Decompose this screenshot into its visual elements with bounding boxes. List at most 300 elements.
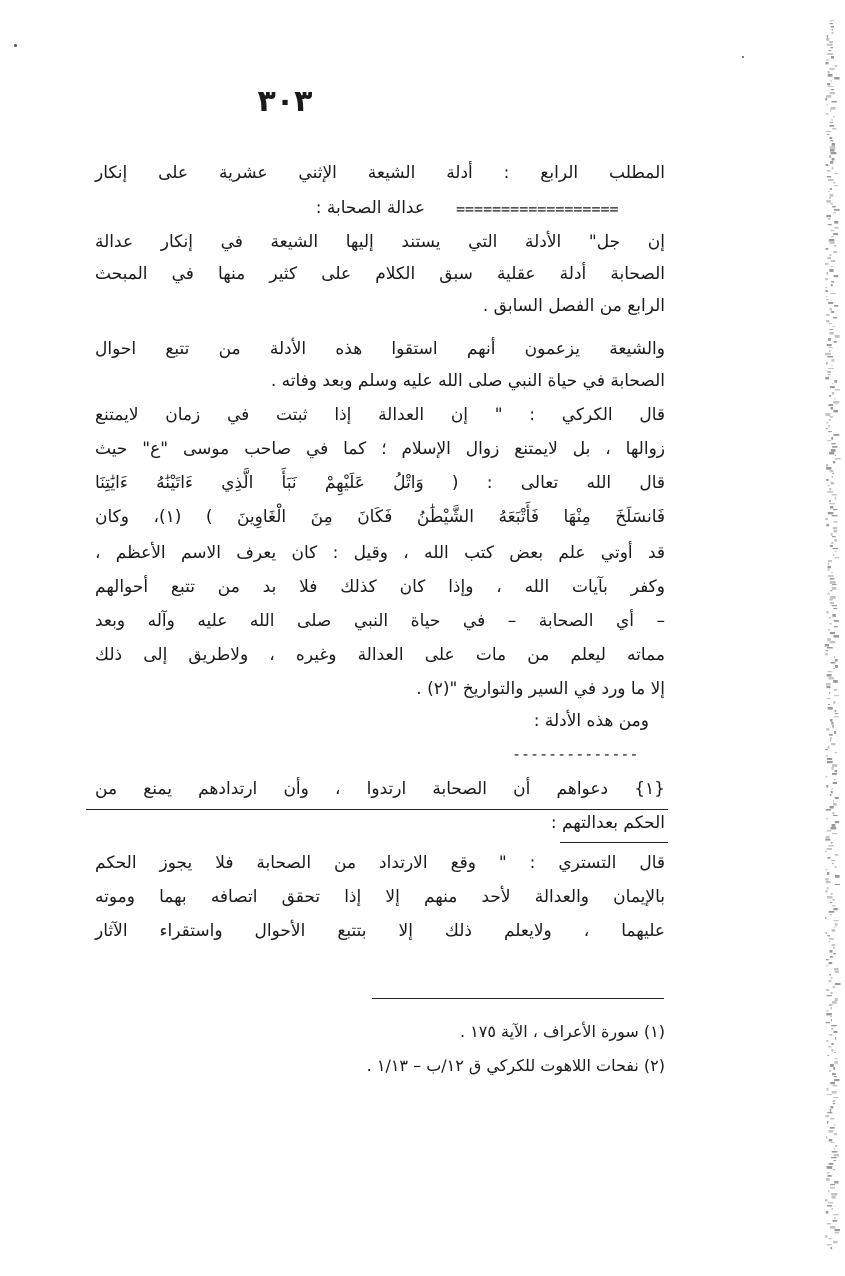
edge-texture-mark	[830, 1109, 831, 1112]
edge-texture-mark	[832, 473, 834, 474]
edge-texture-mark	[835, 665, 838, 668]
edge-texture-mark	[832, 863, 833, 864]
edge-texture-mark	[826, 95, 831, 98]
body-line: والشيعة يزعمون أنهم استقوا هذه الأدلة من تتبع احوال	[95, 339, 665, 359]
section-title-line-2: الحكم بعدالتهم :	[550, 813, 665, 833]
edge-texture-mark	[830, 470, 834, 472]
edge-texture-mark	[828, 218, 831, 220]
edge-texture-mark	[830, 254, 832, 256]
edge-texture-mark	[826, 776, 828, 777]
edge-texture-mark	[834, 920, 839, 921]
edge-texture-mark	[832, 788, 833, 790]
heading-line-1: المطلب الرابع : أدلة الشيعة الإثني عشرية على إنكار	[95, 163, 665, 183]
edge-texture-mark	[829, 692, 830, 694]
edge-texture-mark	[829, 419, 831, 420]
edge-texture-mark	[831, 80, 832, 82]
edge-texture-mark	[829, 137, 832, 139]
edge-texture-mark	[831, 230, 835, 231]
edge-texture-mark	[828, 707, 833, 710]
edge-texture-mark	[832, 929, 836, 932]
edge-texture-mark	[831, 533, 833, 536]
edge-texture-mark	[826, 428, 828, 429]
edge-texture-mark	[826, 215, 831, 217]
edge-texture-mark	[829, 911, 835, 913]
edge-texture-mark	[827, 1205, 832, 1206]
edge-texture-mark	[825, 353, 831, 355]
edge-texture-mark	[834, 635, 839, 638]
edge-texture-mark	[833, 1097, 838, 1098]
edge-texture-mark	[831, 311, 834, 313]
edge-texture-mark	[834, 716, 839, 717]
footnote: (٢) نفحات اللاهوت للكركي ق ١٢/ب – ١/١٣ .	[366, 1056, 665, 1075]
edge-texture-mark	[828, 338, 831, 341]
edge-texture-mark	[833, 1103, 835, 1104]
edge-texture-mark	[830, 1064, 834, 1067]
edge-texture-mark	[827, 176, 831, 177]
edge-texture-mark	[826, 320, 829, 323]
edge-texture-mark	[829, 23, 833, 24]
edge-texture-mark	[832, 833, 837, 834]
edge-texture-mark	[827, 1094, 832, 1095]
edge-texture-mark	[831, 767, 833, 770]
edge-texture-mark	[829, 962, 833, 964]
edge-texture-mark	[828, 704, 830, 705]
edge-texture-mark	[830, 602, 834, 604]
edge-texture-mark	[828, 368, 834, 369]
edge-texture-mark	[829, 1070, 831, 1072]
edge-texture-mark	[835, 875, 840, 878]
edge-texture-mark	[831, 236, 834, 237]
edge-texture-mark	[834, 656, 835, 658]
edge-texture-mark	[830, 992, 832, 994]
edge-texture-mark	[834, 521, 838, 523]
edge-texture-mark	[826, 809, 831, 811]
edge-texture-mark	[830, 152, 836, 154]
edge-texture-mark	[827, 134, 830, 135]
edge-texture-mark	[834, 1148, 835, 1150]
edge-texture-mark	[828, 179, 834, 181]
edge-texture-mark	[835, 227, 839, 229]
edge-texture-mark	[834, 530, 838, 533]
edge-texture-mark	[833, 275, 838, 277]
edge-texture-mark	[833, 212, 836, 213]
edge-texture-mark	[826, 296, 828, 297]
edge-texture-mark	[826, 989, 829, 991]
edge-texture-mark	[831, 443, 835, 444]
edge-texture-mark	[830, 1187, 835, 1189]
edge-texture-mark	[827, 593, 830, 594]
edge-texture-mark	[830, 107, 835, 110]
edge-texture-mark	[826, 995, 831, 996]
edge-texture-mark	[835, 557, 840, 558]
edge-texture-mark	[835, 821, 839, 823]
edge-texture-mark	[826, 464, 828, 467]
edge-texture-mark	[834, 341, 837, 343]
edge-texture-mark	[833, 680, 838, 683]
edge-texture-mark	[825, 839, 830, 841]
edge-texture-mark	[831, 1157, 837, 1158]
edge-texture-mark	[829, 488, 831, 490]
edge-texture-mark	[829, 734, 833, 736]
edge-texture-mark	[830, 737, 832, 740]
edge-texture-mark	[827, 1244, 832, 1245]
edge-texture-mark	[826, 59, 828, 61]
edge-texture-mark	[834, 221, 838, 224]
edge-texture-mark	[826, 314, 829, 316]
edge-texture-mark	[832, 29, 833, 31]
edge-texture-mark	[832, 158, 835, 161]
edge-texture-mark	[828, 404, 833, 406]
edge-texture-mark	[830, 293, 836, 294]
edge-texture-mark	[833, 608, 837, 609]
edge-texture-mark	[831, 572, 833, 573]
edge-texture-mark	[829, 332, 834, 335]
edge-texture-mark	[827, 566, 831, 568]
edge-texture-mark	[832, 614, 835, 617]
edge-texture-mark	[827, 671, 832, 672]
edge-texture-mark	[831, 437, 833, 440]
edge-texture-mark	[835, 1058, 838, 1059]
edge-texture-mark	[831, 1043, 833, 1045]
edge-texture-mark	[825, 1235, 827, 1238]
edge-texture-mark	[829, 269, 833, 272]
edge-texture-mark	[830, 581, 836, 584]
edge-texture-mark	[835, 389, 840, 390]
body-line: زوالها ، بل لايمتنع زوال الإسلام ؛ كما في صاحب موسى "ع" حيث	[95, 439, 665, 459]
edge-texture-mark	[832, 494, 837, 495]
edge-texture-mark	[827, 569, 829, 571]
edge-texture-mark	[832, 383, 833, 384]
edge-texture-mark	[829, 197, 831, 199]
edge-texture-mark	[829, 41, 833, 43]
edge-texture-mark	[831, 482, 835, 485]
edge-texture-mark	[827, 440, 830, 441]
body-line: قال الكركي : " إن العدالة إذا ثبتت في زمان لايمتنع	[95, 405, 665, 425]
edge-texture-mark	[828, 1238, 831, 1239]
edge-texture-mark	[834, 1217, 835, 1219]
edge-texture-mark	[827, 272, 828, 275]
edge-texture-mark	[833, 434, 839, 436]
edge-texture-mark	[834, 1154, 839, 1156]
edge-texture-mark	[828, 560, 832, 562]
edge-texture-mark	[831, 266, 832, 267]
edge-texture-mark	[827, 848, 832, 850]
edge-texture-mark	[832, 548, 838, 549]
body-line: قال التستري : " وقع الارتداد من الصحابة فلا يجوز الحكم	[95, 853, 665, 873]
edge-texture-mark	[833, 701, 835, 704]
edge-texture-mark	[831, 893, 833, 895]
edge-texture-mark	[826, 1178, 830, 1181]
edge-texture-mark	[833, 803, 837, 806]
edge-texture-mark	[825, 278, 828, 280]
edge-texture-mark	[832, 476, 833, 477]
edge-texture-mark	[829, 1004, 833, 1006]
edge-texture-mark	[830, 578, 835, 580]
edge-texture-mark	[827, 1121, 828, 1124]
edge-texture-mark	[826, 131, 831, 132]
edge-texture-mark	[834, 1133, 837, 1135]
edge-texture-mark	[835, 710, 837, 712]
edge-texture-mark	[826, 1013, 832, 1015]
edge-texture-mark	[831, 1208, 832, 1210]
edge-texture-mark	[832, 32, 834, 34]
edge-texture-mark	[830, 623, 832, 624]
edge-texture-mark	[826, 248, 829, 250]
edge-texture-mark	[825, 263, 828, 265]
edge-texture-mark	[825, 1115, 829, 1117]
edge-texture-mark	[831, 743, 836, 745]
edge-texture-mark	[828, 563, 829, 566]
edge-texture-mark	[833, 1214, 839, 1215]
edge-texture-mark	[831, 1193, 837, 1196]
edge-texture-mark	[829, 155, 830, 158]
edge-texture-mark	[829, 242, 834, 244]
edge-texture-mark	[827, 35, 828, 38]
edge-texture-mark	[832, 101, 837, 102]
edge-texture-mark	[830, 596, 836, 599]
edge-texture-mark	[827, 830, 831, 832]
edge-texture-mark	[828, 374, 831, 375]
edge-texture-mark	[831, 1028, 833, 1029]
edge-texture-mark	[831, 827, 837, 829]
edge-texture-mark	[825, 287, 827, 288]
edge-texture-mark	[833, 986, 836, 988]
edge-texture-mark	[830, 308, 832, 311]
edge-texture-mark	[826, 290, 828, 292]
edge-texture-mark	[828, 746, 830, 749]
scan-speck	[742, 56, 744, 58]
edge-texture-mark	[834, 305, 838, 307]
edge-texture-mark	[832, 536, 836, 537]
edge-texture-mark	[835, 923, 838, 926]
edge-texture-mark	[830, 641, 836, 643]
edge-texture-mark	[826, 686, 830, 688]
edge-texture-mark	[826, 524, 828, 526]
edge-texture-mark	[830, 1007, 831, 1009]
edge-texture-mark	[828, 845, 834, 846]
edge-texture-mark	[830, 416, 833, 418]
edge-texture-mark	[826, 959, 829, 960]
edge-texture-mark	[829, 68, 834, 70]
edge-texture-mark	[828, 941, 830, 942]
edge-texture-mark	[835, 752, 837, 753]
edge-texture-mark	[828, 302, 833, 304]
edge-texture-mark	[831, 860, 835, 861]
edge-texture-mark	[835, 497, 836, 500]
edge-texture-mark	[830, 20, 834, 21]
edge-texture-mark	[828, 629, 829, 631]
edge-texture-mark	[827, 896, 833, 898]
edge-texture-mark	[833, 554, 834, 556]
edge-texture-mark	[832, 1151, 838, 1153]
edge-texture-mark	[831, 1196, 835, 1199]
edge-texture-mark	[826, 611, 828, 613]
edge-texture-mark	[833, 509, 837, 510]
edge-texture-mark	[835, 65, 838, 67]
edge-texture-mark	[826, 881, 831, 883]
edge-texture-mark	[833, 908, 837, 910]
edge-texture-mark	[835, 173, 839, 174]
edge-texture-mark	[832, 1001, 837, 1004]
edge-texture-mark	[826, 869, 828, 870]
edge-texture-mark	[829, 323, 831, 324]
edge-texture-mark	[829, 950, 832, 953]
edge-texture-mark	[832, 1073, 836, 1075]
edge-texture-mark	[830, 794, 832, 796]
section-underline	[86, 809, 668, 810]
edge-texture-mark	[830, 902, 832, 903]
edge-texture-mark	[827, 1112, 832, 1113]
edge-texture-mark	[828, 74, 833, 77]
edge-texture-mark	[829, 503, 835, 504]
edge-texture-mark	[833, 668, 834, 669]
edge-texture-mark	[835, 884, 840, 885]
edge-texture-mark	[829, 617, 830, 618]
body-line: بالإيمان والعدالة لأحد منهم إلا إذا تحقق اتصافه بهما وموته	[95, 887, 665, 907]
edge-texture-mark	[825, 62, 828, 64]
edge-texture-mark	[825, 749, 828, 750]
edge-texture-mark	[830, 140, 833, 141]
edge-texture-mark	[835, 551, 837, 552]
edge-texture-mark	[831, 542, 833, 544]
edge-texture-mark	[831, 407, 833, 410]
edge-texture-mark	[827, 647, 833, 648]
edge-texture-mark	[833, 182, 835, 184]
edge-texture-mark	[828, 1202, 834, 1203]
edge-texture-mark	[833, 1169, 835, 1170]
edge-texture-mark	[830, 122, 833, 123]
edge-texture-mark	[827, 344, 832, 346]
edge-texture-mark	[826, 932, 827, 934]
edge-texture-mark	[834, 1079, 839, 1081]
edge-texture-mark	[829, 395, 831, 397]
edge-texture-mark	[831, 359, 834, 362]
edge-texture-mark	[825, 653, 828, 655]
footnote: (١) سورة الأعراف ، الآية ١٧٥ .	[460, 1022, 665, 1041]
edge-texture-mark	[829, 452, 834, 454]
edge-texture-mark	[832, 764, 837, 767]
edge-texture-mark	[827, 872, 829, 875]
edge-texture-mark	[832, 905, 835, 907]
edge-texture-mark	[825, 518, 828, 520]
body-line: عليهما ، ولايعلم ذلك إلا بتتبع الأحوال واستقراء الآثار	[95, 921, 665, 941]
edge-texture-mark	[829, 50, 832, 51]
edge-texture-mark	[834, 1229, 839, 1231]
edge-texture-mark	[832, 365, 833, 366]
edge-texture-mark	[829, 1163, 834, 1165]
edge-texture-mark	[830, 1118, 834, 1120]
edge-texture-mark	[831, 722, 833, 725]
edge-texture-mark	[833, 527, 838, 529]
edge-texture-mark	[826, 479, 829, 481]
edge-texture-mark	[835, 1061, 838, 1064]
edge-texture-mark	[831, 449, 836, 452]
edge-texture-mark	[835, 983, 841, 985]
edge-texture-mark	[827, 857, 830, 859]
edge-texture-mark	[835, 458, 841, 460]
edge-texture-mark	[826, 650, 828, 651]
edge-texture-mark	[832, 812, 834, 814]
edge-texture-mark	[835, 971, 839, 973]
edge-texture-mark	[830, 1184, 835, 1185]
edge-texture-mark	[832, 944, 836, 946]
edge-texture-mark	[828, 1190, 829, 1192]
edge-texture-mark	[831, 1019, 832, 1021]
edge-texture-mark	[831, 281, 834, 283]
edge-texture-mark	[830, 161, 833, 164]
edge-texture-mark	[827, 371, 831, 373]
edge-texture-mark	[827, 170, 831, 172]
edge-texture-mark	[826, 785, 828, 788]
edge-texture-mark	[825, 851, 827, 852]
edge-texture-mark	[830, 719, 832, 722]
edge-texture-mark	[835, 335, 840, 338]
scan-speck	[14, 44, 17, 47]
edge-texture-mark	[827, 758, 832, 760]
edge-texture-mark	[831, 1142, 835, 1143]
edge-texture-mark	[830, 194, 834, 197]
edge-texture-mark	[831, 26, 834, 28]
edge-texture-mark	[825, 917, 826, 919]
edge-texture-mark	[833, 1031, 837, 1033]
edge-texture-mark	[827, 674, 832, 677]
edge-texture-mark	[828, 347, 832, 348]
edge-texture-mark	[834, 1052, 835, 1053]
edge-texture-mark	[830, 149, 835, 152]
edge-texture-mark	[827, 491, 833, 493]
edge-texture-mark	[831, 791, 833, 793]
edge-texture-mark	[835, 713, 838, 714]
edge-texture-mark	[833, 461, 835, 463]
edge-texture-mark	[831, 1025, 837, 1026]
body-line: قد أوتي علم بعض كتب الله ، وقيل : كان يعرف الاسم الأعظم ،	[95, 543, 665, 563]
edge-texture-mark	[834, 1160, 836, 1161]
body-line: ومن هذه الأدلة :	[533, 711, 649, 731]
edge-texture-mark	[826, 200, 831, 203]
body-line: وكفر بآيات الله ، وإذا كان كذلك فلا بد من تتبع أحوالهم	[95, 577, 665, 597]
edge-texture-mark	[834, 1076, 837, 1077]
edge-texture-mark	[832, 167, 834, 169]
edge-texture-mark	[833, 1100, 836, 1102]
edge-texture-mark	[833, 1067, 835, 1070]
edge-texture-mark	[835, 1232, 839, 1233]
edge-texture-mark	[834, 620, 839, 622]
edge-texture-mark	[832, 587, 837, 590]
edge-texture-mark	[830, 506, 833, 509]
body-line: إن جل" الأدلة التي يستند إليها الشيعة في إنكار عدالة	[95, 232, 665, 252]
edge-texture-mark	[831, 842, 833, 844]
body-line: الرابع من الفصل السابق .	[482, 296, 665, 316]
section-title-line-1: {١} دعواهم أن الصحابة ارتدوا ، وأن ارتدادهم يمنع من	[95, 779, 665, 799]
edge-texture-mark	[832, 725, 834, 728]
edge-texture-mark	[831, 977, 833, 979]
edge-texture-mark	[826, 38, 829, 41]
edge-texture-mark	[831, 1247, 833, 1249]
edge-texture-mark	[830, 146, 836, 149]
binding-edge	[755, 0, 845, 1276]
edge-texture-mark	[825, 377, 829, 379]
edge-texture-mark	[832, 515, 838, 516]
edge-texture-mark	[826, 965, 828, 966]
edge-texture-mark	[830, 188, 832, 190]
edge-texture-mark	[825, 413, 830, 416]
edge-texture-mark	[828, 485, 830, 486]
edge-texture-mark	[830, 632, 835, 634]
edge-texture-mark	[826, 836, 830, 839]
edge-texture-mark	[828, 71, 830, 73]
edge-texture-mark	[833, 1241, 838, 1243]
edge-texture-mark	[833, 815, 838, 816]
